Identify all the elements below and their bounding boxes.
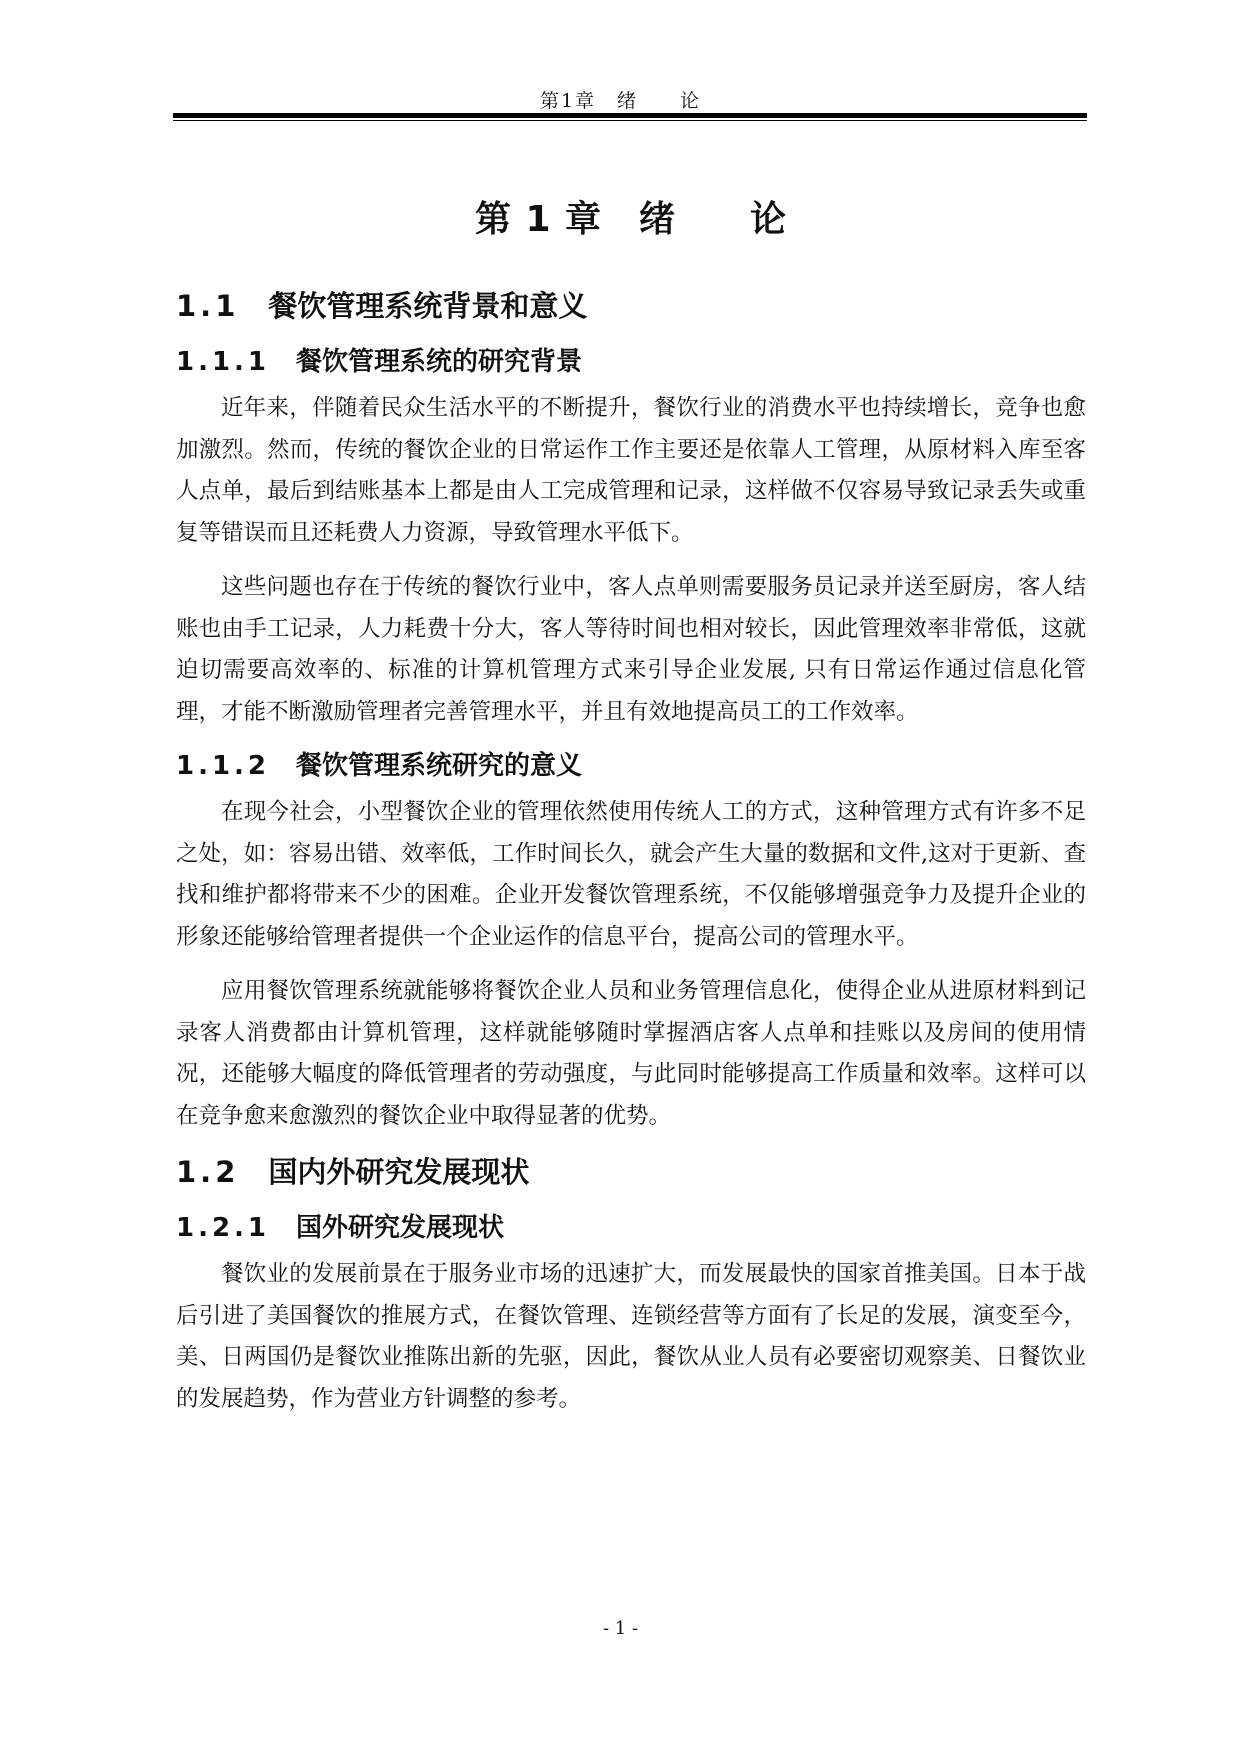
subsection-number: 1.2.1 xyxy=(176,1213,271,1243)
chapter-title: 第 1 章 绪 论 xyxy=(474,199,788,240)
subsection-title: 国外研究发展现状 xyxy=(296,1213,505,1243)
header-rule-thin xyxy=(173,120,1087,121)
page-content xyxy=(176,194,1086,1433)
running-header: 第1章 绪 论 xyxy=(539,90,702,112)
subsection-heading xyxy=(176,342,1086,382)
page-number: - 1 - xyxy=(602,1618,639,1639)
section-heading xyxy=(176,1150,1086,1194)
subsection-heading xyxy=(176,1208,1086,1248)
paragraph: 餐饮业的发展前景在于服务业市场的迅速扩大，而发展最快的国家首推美国。日本于战后引进了美国餐饮的推展方式，在餐饮管理、连锁经营等方面有了长足的发展，演变至今，美、日两国仍是餐饮业推陈出新的先驱，因此，餐饮从业人员有必要密切观察美、日餐饮业的发展趋势，作为营业方针调整的参考。 xyxy=(176,1261,1086,1412)
subsection-heading xyxy=(176,746,1086,786)
paragraph: 近年来，伴随着民众生活水平的不断提升，餐饮行业的消费水平也持续增长，竞争也愈加激烈。然而，传统的餐饮企业的日常运作工作主要还是依靠人工管理，从原材料入库至客人点单，最后到结账基本上都是由人工完成管理和记录，这样做不仅容易导致记录丢失或重复等错误而且还耗费人力资源，导致管理水平低下。 xyxy=(176,395,1086,546)
subsection-number: 1.1.2 xyxy=(176,751,271,781)
section-heading xyxy=(176,284,1086,328)
paragraph: 这些问题也存在于传统的餐饮行业中，客人点单则需要服务员记录并送至厨房，客人结账也由手工记录，人力耗费十分大，客人等待时间也相对较长，因此管理效率非常低，这就迫切需要高效率的、标准的计算机管理方式来引导企业发展, 只有日常运作通过信息化管理，才能不断激励管理者完善管理水平，并且有效地提高员工的工作效率。 xyxy=(176,574,1086,725)
section-title: 国内外研究发展现状 xyxy=(268,1155,530,1189)
subsection-number: 1.1.1 xyxy=(176,347,271,377)
section-number: 1.2 xyxy=(176,1155,240,1189)
header-rule xyxy=(173,113,1087,118)
subsection-title: 餐饮管理系统研究的意义 xyxy=(296,751,583,781)
subsection-title: 餐饮管理系统的研究背景 xyxy=(296,347,583,377)
paragraph: 应用餐饮管理系统就能够将餐饮企业人员和业务管理信息化，使得企业从进原材料到记录客人消费都由计算机管理，这样就能够随时掌握酒店客人点单和挂账以及房间的使用情况，还能够大幅度的降低管理者的劳动强度，与此同时能够提高工作质量和效率。这样可以在竞争愈来愈激烈的餐饮企业中取得显著的优势。 xyxy=(176,978,1086,1129)
section-number: 1.1 xyxy=(176,289,240,323)
section-title: 餐饮管理系统背景和意义 xyxy=(268,289,588,323)
paragraph: 在现今社会，小型餐饮企业的管理依然使用传统人工的方式，这种管理方式有许多不足之处，如：容易出错、效率低，工作时间长久，就会产生大量的数据和文件,这对于更新、查找和维护都将带来不少的困难。企业开发餐饮管理系统，不仅能够增强竞争力及提升企业的形象还能够给管理者提供一个企业运作的信息平台，提高公司的管理水平。 xyxy=(176,799,1086,950)
